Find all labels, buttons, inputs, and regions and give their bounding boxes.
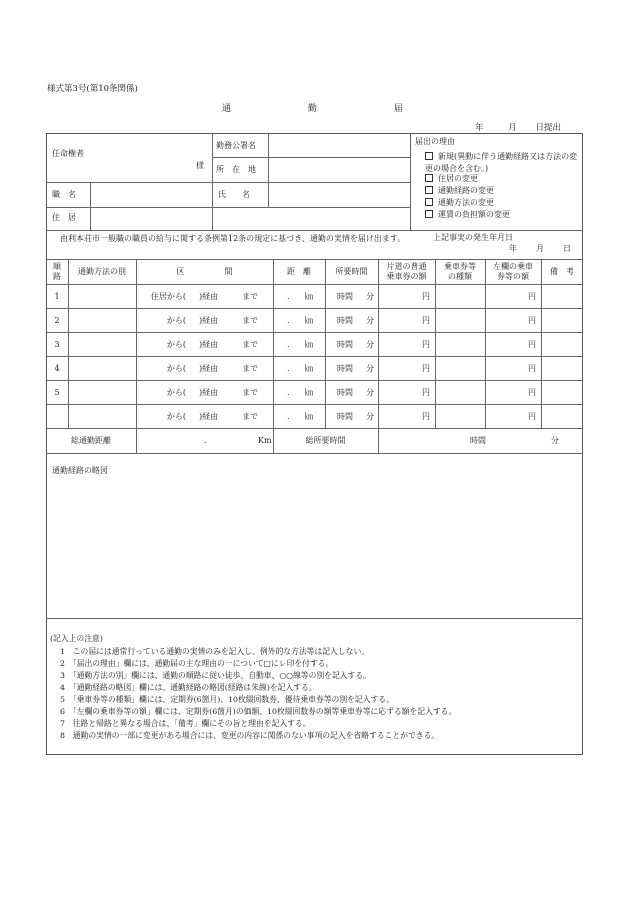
row-number: 4 [54,364,60,373]
row-number: 5 [54,388,60,397]
row-amount-yen: 円 [528,388,536,397]
row-minute: 分 [366,412,374,421]
reason-method-label: 通勤方法の変更 [438,198,494,207]
form-number: 様式第3号(第10条関係) [47,84,138,94]
office-name-field[interactable] [271,136,408,156]
header-time: 所要時間 [335,267,368,276]
honorific: 様 [196,161,204,170]
submission-month: 月 [508,123,517,133]
row-minute: 分 [366,388,374,397]
reason-fare-label: 運賃の負担額の変更 [438,210,510,219]
row-fare-yen: 円 [422,364,430,373]
row-from: から( [166,364,186,373]
row-fare-yen: 円 [422,340,430,349]
row-dot: . [287,388,290,397]
row-to: まで [242,292,258,301]
row-to: まで [242,340,258,349]
row-minute: 分 [366,316,374,325]
title-char-1: 通 [222,104,232,114]
row-dot: . [287,412,290,421]
note-item: 6 「左欄の乗車券等の額」欄には、定期券(6箇月)の価額、10枚綴回数券の額等乗車券等に応ずる額を記入する。 [60,707,457,716]
row-to: まで [242,316,258,325]
total-distance-dot: . [204,436,207,445]
reason-method-checkbox[interactable] [425,198,433,206]
row-amount-yen: 円 [528,364,536,373]
route-sketch-label: 通勤経路の略図 [52,466,108,475]
header-method: 通勤方法の別 [78,267,126,276]
occurrence-month: 月 [536,244,544,253]
row-from: 住居から( [150,292,186,301]
reason-item-method[interactable] [425,198,494,208]
row-number: 1 [54,292,60,301]
total-time-hour: 時間 [470,436,486,445]
row-number: 2 [54,316,60,325]
submission-date [475,121,573,133]
office-name-label: 勤務公署名 [216,141,256,150]
notes-title: (記入上の注意) [50,634,103,643]
header-section: 区 間 [176,267,233,276]
row-via: )経由 [199,316,219,325]
reason-new-checkbox[interactable] [425,152,433,160]
row-hour: 時間 [337,412,353,421]
row-km: ㎞ [305,292,313,301]
row-via: )経由 [199,340,219,349]
note-item: 7 往路と帰路と異なる場合は、「備考」欄にその旨と理由を記入する。 [60,719,311,728]
row-hour: 時間 [337,316,353,325]
note-item: 3 「通勤方法の別」欄には、通勤の順路に従い徒歩、自動車、○○線等の別を記入する。 [60,671,371,680]
reason-fare-checkbox[interactable] [425,210,433,218]
total-distance-label: 総通勤距離 [71,436,111,445]
row-amount-yen: 円 [528,340,536,349]
row-fare-yen: 円 [422,412,430,421]
row-fare-yen: 円 [422,292,430,301]
title-char-2: 勤 [307,104,317,114]
header-order: 順 路 [53,262,61,281]
row-amount-yen: 円 [528,412,536,421]
row-via: )経由 [199,412,219,421]
row-hour: 時間 [337,292,353,301]
row-km: ㎞ [305,364,313,373]
name-field[interactable] [271,185,408,205]
address-field[interactable] [93,209,408,229]
note-item: 5 「乗車券等の種類」欄には、定期券(6箇月)、10枚綴回数券、優待乗車券等の別を記入する。 [60,695,394,704]
submission-day: 日提出 [535,123,561,133]
header-distance: 距 離 [287,267,311,276]
row-hour: 時間 [337,340,353,349]
row-amount-yen: 円 [528,292,536,301]
row-from: から( [166,412,186,421]
row-from: から( [166,340,186,349]
reason-new-label: 新規(異動に伴う通勤経路又は方法の変更の場合を含む。) [425,152,578,173]
row-km: ㎞ [305,412,313,421]
appointer-label: 任命権者 [52,149,84,158]
row-hour: 時間 [337,388,353,397]
note-item: 2 「届出の理由」欄には、通勤届の主な理由の一について□にレ印を付する。 [60,659,334,668]
name-label: 氏 名 [218,190,250,199]
reason-item-address[interactable] [425,174,478,184]
row-from: から( [166,388,186,397]
row-via: )経由 [199,292,219,301]
location-field[interactable] [271,160,408,180]
row-minute: 分 [366,340,374,349]
total-time-minute: 分 [551,436,559,445]
document-title [222,101,403,114]
reason-title: 届出の理由 [415,137,455,146]
reason-route-checkbox[interactable] [425,186,433,194]
row-to: まで [242,388,258,397]
header-remarks: 備 考 [550,267,574,276]
row-dot: . [287,292,290,301]
row-km: ㎞ [305,388,313,397]
row-hour: 時間 [337,364,353,373]
route-sketch-area[interactable] [47,480,582,616]
row-minute: 分 [366,364,374,373]
row-fare-yen: 円 [422,388,430,397]
reason-item-fare[interactable] [425,210,510,220]
header-fare: 片道の普通 乗車券の額 [386,262,427,281]
row-from: から( [166,316,186,325]
row-fare-yen: 円 [422,316,430,325]
reason-address-label: 住居の変更 [438,174,478,183]
address-label: 住 居 [52,213,76,222]
row-amount-yen: 円 [528,316,536,325]
position-field[interactable] [93,185,210,205]
occurrence-day: 日 [563,244,571,253]
submission-year: 年 [475,123,484,133]
row-via: )経由 [199,364,219,373]
row-via: )経由 [199,388,219,397]
statement-text: 由利本荘市一般職の職員の給与に関する条例第12条の規定に基づき、通勤の実情を届け出ます。 [60,234,406,243]
row-km: ㎞ [305,316,313,325]
reason-address-checkbox[interactable] [425,174,433,182]
row-dot: . [287,364,290,373]
note-item: 1 この届には通常行っている通勤の実情のみを記入し、例外的な方法等は記入しない。 [60,647,370,656]
note-item: 8 通勤の実情の一部に変更がある場合には、変更の内容に関係のない事項の記入を省略することができる。 [60,731,440,740]
occurrence-date-label: 上記事実の発生年月日 [433,233,513,242]
occurrence-year: 年 [509,244,517,253]
reason-item-new[interactable] [425,151,583,174]
location-label: 所 在 地 [216,165,256,174]
header-ticket-amount: 左欄の乗車 券等の額 [493,262,533,281]
reason-route-label: 通勤経路の変更 [438,186,494,195]
row-dot: . [287,340,290,349]
position-label: 職 名 [52,190,76,199]
row-number: 3 [54,340,60,349]
title-char-3: 届 [393,104,403,114]
row-to: まで [242,412,258,421]
total-distance-unit: Km [258,436,272,445]
header-ticket-type: 乗車券等 の種類 [444,262,476,281]
row-minute: 分 [366,292,374,301]
row-km: ㎞ [305,340,313,349]
row-dot: . [287,316,290,325]
note-item: 4 「通勤経路の略図」欄には、通勤経路の略図(経路は朱線)を記入する。 [60,683,317,692]
row-to: まで [242,364,258,373]
total-time-label: 総所要時間 [305,436,346,445]
reason-item-route[interactable] [425,186,494,196]
